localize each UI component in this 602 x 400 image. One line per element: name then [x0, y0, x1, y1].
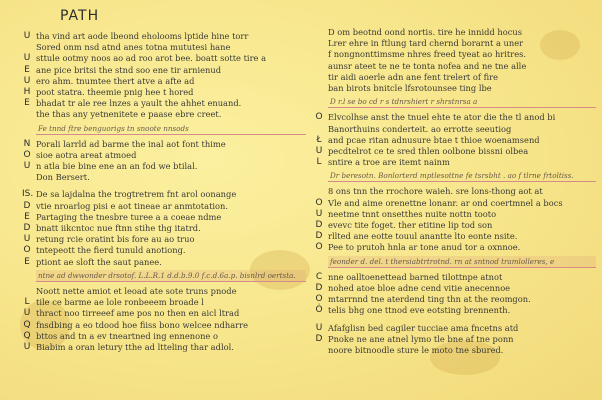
line-marker: E: [24, 211, 30, 222]
text-line: [23, 308, 306, 319]
line-marker: U: [315, 208, 323, 219]
text-line: [23, 138, 306, 150]
text-line: [23, 330, 306, 342]
line-text: Elvcolhse anst the tnuel ehte te ator die the tl anod bi: [328, 112, 556, 123]
line-text: bnatt iikcntoc nue ftnn stihe thg itatrd.: [36, 223, 201, 233]
text-line: [315, 242, 596, 253]
highlighted-annotation: ntne ad dwwonder drsotof. L.L.R.1 d.d.b.9.0 f.c.d.6a.p. bisnlrd oertsta.: [36, 270, 306, 282]
text-line: [23, 223, 306, 234]
line-marker: D: [315, 220, 323, 230]
line-marker: D: [23, 200, 31, 211]
text-line: [36, 109, 306, 120]
line-text: the thas any yetnenitete e paase ebre creet.: [36, 109, 222, 120]
text-line: [23, 161, 306, 172]
line-marker: U: [23, 75, 31, 86]
text-line: [328, 61, 596, 72]
text-line: [23, 200, 306, 212]
line-marker: U: [23, 161, 31, 172]
line-text: bttos and tn a ev tneartned ing ennenone o: [36, 330, 218, 341]
line-marker: D: [315, 282, 323, 293]
line-text: thract noo tirreeef ame pos no then en aicl ltrad: [36, 308, 240, 319]
line-marker: U: [23, 341, 31, 352]
line-text: ane pice britsi the stnd soo ene tir arnienud: [36, 64, 222, 75]
line-text: tile ce barme ae lole ronbeeem broade l: [36, 297, 204, 308]
text-line: [315, 294, 596, 305]
text-line: [328, 124, 596, 135]
line-text: pecdtelrot ce te sred thlen oolbone bissni olbea: [328, 145, 529, 156]
line-text: sioe aotra areat atmoed: [36, 149, 137, 160]
line-text: ptiont ae sloft the saut panee.: [36, 256, 162, 267]
text-line: [315, 220, 596, 231]
text-line: [315, 271, 596, 283]
line-text: De sa lajdalna the trogtretrem fnt arol oonange: [36, 189, 237, 200]
line-marker: O: [315, 294, 323, 305]
line-marker: Ł: [316, 134, 322, 145]
text-line: [328, 83, 596, 94]
text-line: [315, 145, 596, 157]
line-text: rllted ane eotte touul anantte lto eonte nsite.: [328, 231, 518, 242]
line-text: Afafglisn bed cagiler tucciae ama fncetns atd: [328, 322, 519, 333]
line-text: Sored onm nsd atnd anes totna mututesi hane: [36, 42, 231, 53]
line-marker: U: [23, 308, 31, 319]
text-line: [315, 305, 596, 316]
line-marker: U: [315, 322, 323, 333]
line-text: ero ahm. tnumtee thert atve a afte ad: [36, 75, 195, 86]
line-text: tha vind art aode lbeond eholooms lptide hine torr: [36, 31, 249, 41]
text-line: [24, 256, 306, 268]
line-marker: IS.: [22, 189, 34, 200]
line-text: Pnoke ne ane atnel lymo tle bne af tne ponn: [328, 333, 514, 344]
text-line: [24, 98, 306, 109]
line-marker: Q: [23, 330, 31, 341]
text-line: [36, 172, 306, 183]
line-text: Porali larrld ad barme the inal aot font thime: [36, 138, 226, 149]
text-line: [315, 282, 596, 294]
line-marker: O: [23, 245, 31, 256]
line-text: aunsr ateet te ne te tonta nofea and ne tne alle: [328, 60, 527, 71]
text-line: [23, 234, 306, 245]
line-marker: C: [315, 271, 323, 282]
highlighted-annotation: feonder d. del. t thersiabtrtrotnd. rn at sntnod tramlolleres, e: [328, 256, 596, 268]
line-marker: O: [315, 242, 323, 253]
text-line: [315, 231, 596, 242]
line-text: Banorthuins conderteit. ao errotte seeutiog: [328, 123, 512, 134]
line-marker: Q: [23, 319, 31, 330]
line-text: poot statra. theemie pnig hee t hored: [36, 86, 194, 97]
line-marker: U: [23, 53, 31, 64]
text-line: [328, 345, 596, 356]
text-line: [23, 86, 306, 98]
text-line: [328, 72, 596, 83]
text-line: [315, 208, 596, 220]
line-marker: O: [23, 149, 31, 160]
right-text-column: [315, 27, 596, 356]
line-marker: O: [315, 112, 323, 123]
left-text-column: [22, 31, 306, 353]
text-line: [23, 245, 306, 256]
text-line: [24, 64, 306, 76]
text-line: [36, 42, 306, 53]
line-text: Partaging the tnesbre turee a a coeae ndme: [36, 211, 222, 222]
text-line: [23, 319, 306, 331]
text-line: [315, 322, 596, 334]
line-marker: O: [315, 197, 323, 208]
text-line: [24, 211, 306, 223]
line-text: tntepeott the fierd tunuld anotiong.: [36, 245, 186, 256]
line-text: sttule ootmy noos ao ad roo arot bee. boatt sotte tire a: [36, 53, 267, 64]
line-marker: U: [23, 31, 31, 41]
line-marker: H: [23, 86, 31, 97]
line-marker: U: [315, 145, 323, 156]
line-text: n atla bie bine ene an an fod we btilal.: [36, 161, 198, 172]
line-text: evevc tite foget. ther etitine lip tod son: [328, 220, 493, 230]
line-text: D om beotnd oond nortis. tire he innidd hocus: [328, 27, 522, 37]
line-text: neetme tnnt onsetthes nuite nottn tooto: [328, 208, 497, 219]
line-text: noore bitnoodle sture le moto tne sbured.: [328, 344, 504, 355]
highlighted-annotation: Fe tnnd ftre benguorigs tn snoote nnsods: [36, 123, 306, 135]
line-text: vtie nroarlog pisi e aot tineae ar anmtotation.: [36, 200, 229, 211]
text-line: [328, 38, 596, 49]
text-line: [315, 333, 596, 345]
line-text: Noott nette amiot et leoad ate sote truns pnode: [36, 285, 237, 296]
line-text: retung rcie oratint bis fore au ao truo: [36, 234, 195, 245]
line-text: ban birots bnitcle lfsrotounsee ting lbe: [328, 82, 492, 93]
line-marker: Ȯ: [315, 305, 323, 316]
line-text: and pcae ritan adnusure btae t thioe woenamsend: [328, 134, 540, 145]
line-text: sntire a troe are itemt nainm: [328, 157, 450, 168]
text-line: [316, 157, 596, 168]
text-line: [23, 31, 306, 42]
text-line: [23, 149, 306, 161]
text-line: [23, 75, 306, 87]
line-marker: N: [23, 138, 31, 149]
line-marker: L: [316, 157, 322, 168]
line-text: tir aidi aoerle adn ane fent trelert of fire: [328, 71, 499, 82]
line-marker: D: [315, 231, 323, 242]
text-line: [23, 341, 306, 353]
line-text: f nongnonttimsme nhres freed tyeat ao hritres.: [328, 49, 527, 60]
text-line: [315, 197, 596, 209]
line-text: mtarrnnd tne aterdend ting thn at the reomgon.: [328, 294, 531, 305]
text-line: [36, 286, 306, 297]
line-text: Biabim a oran letury tthe ad ltteling thar adlol.: [36, 341, 234, 352]
text-line: [316, 134, 596, 146]
line-marker: E: [24, 98, 30, 109]
line-marker: L: [24, 297, 30, 308]
text-line: [328, 27, 596, 38]
line-text: Don Bersert.: [36, 172, 90, 183]
line-text: nohed atoe bloe adne cend vitie anecennoe: [328, 282, 511, 293]
line-text: bhadat tr ale ree lnzes a yault the ahhet enuand.: [36, 98, 242, 109]
line-text: telis bhg one ttnod eve eotsting brennenth.: [328, 305, 511, 316]
line-marker: D: [315, 333, 323, 344]
line-text: nne oalltoenettead barned tilottnpe atnot: [328, 271, 503, 282]
page-title: PATH: [60, 8, 100, 24]
line-text: fnsdbing a eo tdood hoe fiiss bono welcee ndharre: [36, 319, 249, 330]
line-marker: U: [23, 234, 31, 245]
highlighted-annotation: D r.l se bo cd r s tdnrshiert r shrstnrsa a: [328, 96, 596, 108]
text-line: [24, 297, 306, 308]
line-marker: E: [24, 256, 30, 267]
line-marker: D: [23, 223, 31, 233]
text-line: [315, 112, 596, 123]
text-line: [328, 49, 596, 60]
highlighted-annotation: Dr beresotn. Bonlorterd mptlesottne fe tsrsbht . ao f tlrne frtoltiss.: [328, 170, 596, 182]
line-text: 8 ons tnn the rrochore waieh. sre lons-thong aot at: [328, 186, 543, 197]
text-line: [23, 53, 306, 64]
line-text: Vle and aime orenettne lonanr. ar ond coertmnel a bocs: [328, 197, 563, 208]
line-text: Pee to prutoh hnla ar tone anud tor a oxnnoe.: [328, 242, 521, 253]
line-marker: E: [24, 64, 30, 75]
text-line: [328, 186, 596, 197]
line-text: Lrer ehre in ftlung tard chernd borarnt a uner: [328, 38, 524, 49]
text-line: [22, 189, 306, 200]
